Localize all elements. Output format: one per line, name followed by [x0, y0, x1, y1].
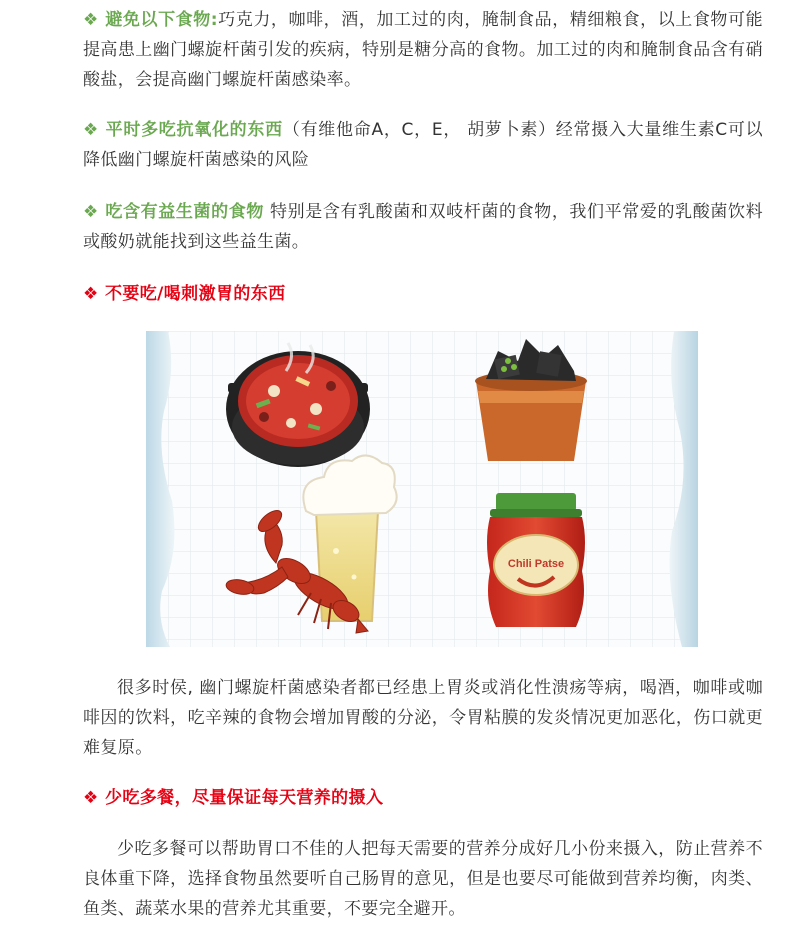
diamond-bullet-icon: ❖: [83, 202, 99, 222]
avoid-foods-body: 巧克力，咖啡，酒，加工过的肉，腌制食品，精细粮食，以上食物可能提高患上幽门螺旋杆菌引发的疾病，特别是糖分高的食物。加工过的肉和腌制食品含有硝酸盐，会提高幽门螺旋杆菌感染率。: [83, 10, 763, 90]
paragraph-small-meals-body: 少吃多餐可以帮助胃口不佳的人把每天需要的营养分成好几小份来摄入，防止营养不良体重下降，选择食物虽然要听自己肠胃的意见，但是也要尽可能做到营养均衡，肉类、鱼类、蔬菜水果的营养尤其重要，不要完全避开。: [83, 839, 763, 919]
chili-paste-jar-icon: [487, 493, 585, 627]
diamond-bullet-icon: ❖: [83, 120, 99, 140]
antioxidant-body: （有维他命A，C，E， 胡萝卜素）经常摄入大量维生素C可以降低幽门螺旋杆菌感染的风险: [83, 120, 764, 170]
antioxidant-heading: ❖ 平时多吃抗氧化的东西: [83, 120, 283, 140]
food-illustration: [146, 331, 698, 647]
paragraph-irritant-explanation: 很多时侯, 幽门螺旋杆菌感染者都已经患上胃炎或消化性溃疡等病，喝酒，咖啡或咖啡因的饮料，吃辛辣的食物会增加胃酸的分泌，令胃粘膜的发炎情况更加恶化，伤口就更难复原。: [83, 678, 763, 758]
diamond-bullet-icon: ❖: [83, 10, 99, 30]
avoid-foods-heading: ❖ 避免以下食物:: [83, 10, 219, 30]
jar-label: Chili Patse: [507, 558, 565, 570]
food-illustration-svg: [146, 331, 698, 647]
paragraph-antioxidant: [83, 115, 763, 175]
probiotics-body: 特别是含有乳酸菌和双岐杆菌的食物，我们平常爱的乳酸菌饮料或酸奶就能找到这些益生菌。: [83, 202, 763, 252]
paragraph-small-meals-heading: [83, 783, 763, 813]
small-meals-heading: ❖ 少吃多餐，尽量保证每天营养的摄入: [83, 788, 384, 808]
diamond-bullet-icon: ❖: [83, 788, 99, 808]
probiotics-heading: ❖ 吃含有益生菌的食物: [83, 202, 264, 222]
paragraph-no-irritants: [83, 279, 763, 309]
no-irritants-heading: ❖ 不要吃/喝刺激胃的东西: [83, 284, 286, 304]
diamond-bullet-icon: ❖: [83, 284, 99, 304]
paragraph-probiotics: [83, 197, 763, 257]
paragraph-avoid-foods: [83, 5, 763, 95]
